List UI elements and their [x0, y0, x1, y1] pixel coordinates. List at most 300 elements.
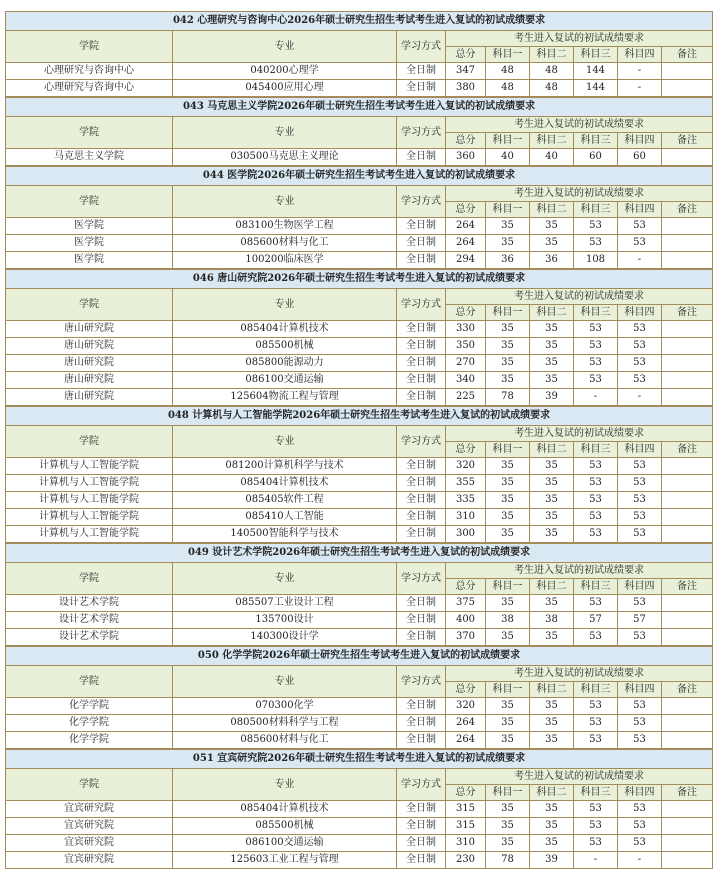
cell-college: 计算机与人工智能学院 [6, 492, 173, 509]
cell-study-mode: 全日制 [397, 852, 446, 869]
header-requirements-group: 考生进入复试的初试成绩要求 [446, 289, 713, 305]
header-remarks: 备注 [662, 133, 713, 149]
header-study-mode: 学习方式 [397, 426, 446, 458]
header-subject4: 科目四 [618, 682, 662, 698]
cell-major: 085800能源动力 [173, 355, 397, 372]
cell-college: 马克思主义学院 [6, 149, 173, 166]
table-row [6, 629, 713, 646]
table-row [6, 458, 713, 475]
table-row [6, 835, 713, 852]
cell-subject2: 39 [530, 389, 574, 406]
cell-total: 355 [446, 475, 486, 492]
cell-subject4: 53 [618, 629, 662, 646]
cell-college: 化学学院 [6, 715, 173, 732]
header-study-mode: 学习方式 [397, 563, 446, 595]
cell-college: 唐山研究院 [6, 321, 173, 338]
cell-subject1: 78 [486, 389, 530, 406]
cell-major: 086100交通运输 [173, 372, 397, 389]
cell-total: 230 [446, 852, 486, 869]
cell-subject3: 53 [574, 835, 618, 852]
cell-major: 081200计算机科学与技术 [173, 458, 397, 475]
cell-major: 085404计算机技术 [173, 801, 397, 818]
header-study-mode: 学习方式 [397, 31, 446, 63]
cell-subject1: 35 [486, 218, 530, 235]
cell-college: 计算机与人工智能学院 [6, 526, 173, 543]
table-row [6, 218, 713, 235]
table-row [6, 235, 713, 252]
cell-college: 设计艺术学院 [6, 612, 173, 629]
header-subject2: 科目二 [530, 682, 574, 698]
cell-subject4: 53 [618, 321, 662, 338]
cell-subject3: 60 [574, 149, 618, 166]
table-row [6, 852, 713, 869]
cell-study-mode: 全日制 [397, 835, 446, 852]
header-remarks: 备注 [662, 682, 713, 698]
cell-subject4: 53 [618, 218, 662, 235]
cell-remarks [662, 372, 713, 389]
header-total: 总分 [446, 202, 486, 218]
header-subject2: 科目二 [530, 202, 574, 218]
cell-subject3: 53 [574, 595, 618, 612]
header-subject2: 科目二 [530, 579, 574, 595]
cell-college: 计算机与人工智能学院 [6, 458, 173, 475]
cell-subject1: 35 [486, 338, 530, 355]
table-row [6, 595, 713, 612]
table-row [6, 715, 713, 732]
cell-subject3: 53 [574, 732, 618, 749]
cell-subject3: 53 [574, 818, 618, 835]
cell-remarks [662, 338, 713, 355]
cell-subject3: 53 [574, 338, 618, 355]
cell-subject4: - [618, 252, 662, 269]
table-row [6, 389, 713, 406]
header-college: 学院 [6, 289, 173, 321]
header-subject2: 科目二 [530, 442, 574, 458]
cell-subject2: 35 [530, 372, 574, 389]
cell-remarks [662, 389, 713, 406]
header-subject3: 科目三 [574, 785, 618, 801]
cell-subject1: 48 [486, 80, 530, 97]
cell-remarks [662, 595, 713, 612]
cell-remarks [662, 80, 713, 97]
cell-major: 070300化学 [173, 698, 397, 715]
cell-subject3: 144 [574, 80, 618, 97]
cell-remarks [662, 252, 713, 269]
header-subject4: 科目四 [618, 579, 662, 595]
cell-major: 085600材料与化工 [173, 732, 397, 749]
header-subject3: 科目三 [574, 579, 618, 595]
cell-total: 264 [446, 218, 486, 235]
section-title: 050 化学学院2026年硕士研究生招生考试考生进入复试的初试成绩要求 [6, 647, 713, 666]
cell-remarks [662, 612, 713, 629]
header-major: 专业 [173, 289, 397, 321]
header-remarks: 备注 [662, 47, 713, 63]
header-subject3: 科目三 [574, 202, 618, 218]
cell-subject3: 53 [574, 475, 618, 492]
cell-college: 宜宾研究院 [6, 852, 173, 869]
cell-subject1: 35 [486, 458, 530, 475]
cell-major: 085600材料与化工 [173, 235, 397, 252]
table-row [6, 63, 713, 80]
cell-subject1: 35 [486, 818, 530, 835]
cell-subject3: 53 [574, 218, 618, 235]
cell-study-mode: 全日制 [397, 526, 446, 543]
section-table [5, 269, 713, 406]
cell-subject4: 53 [618, 595, 662, 612]
header-total: 总分 [446, 579, 486, 595]
header-subject4: 科目四 [618, 47, 662, 63]
cell-subject2: 35 [530, 235, 574, 252]
cell-major: 080500材料科学与工程 [173, 715, 397, 732]
cell-subject2: 35 [530, 475, 574, 492]
table-row [6, 492, 713, 509]
cell-subject1: 35 [486, 526, 530, 543]
cell-subject3: 108 [574, 252, 618, 269]
cell-subject2: 35 [530, 835, 574, 852]
cell-college: 计算机与人工智能学院 [6, 509, 173, 526]
header-college: 学院 [6, 426, 173, 458]
cell-remarks [662, 475, 713, 492]
cell-subject1: 35 [486, 595, 530, 612]
section-title: 044 医学院2026年硕士研究生招生考试考生进入复试的初试成绩要求 [6, 167, 713, 186]
cell-college: 宜宾研究院 [6, 835, 173, 852]
cell-subject2: 48 [530, 80, 574, 97]
cell-subject4: 53 [618, 458, 662, 475]
cell-major: 125604物流工程与管理 [173, 389, 397, 406]
cell-remarks [662, 218, 713, 235]
cell-total: 264 [446, 715, 486, 732]
header-study-mode: 学习方式 [397, 117, 446, 149]
header-subject3: 科目三 [574, 682, 618, 698]
cell-subject2: 35 [530, 629, 574, 646]
section-table [5, 749, 713, 869]
cell-total: 330 [446, 321, 486, 338]
cell-study-mode: 全日制 [397, 355, 446, 372]
cell-remarks [662, 63, 713, 80]
table-row [6, 338, 713, 355]
cell-total: 335 [446, 492, 486, 509]
header-subject1: 科目一 [486, 305, 530, 321]
table-row [6, 252, 713, 269]
table-row [6, 321, 713, 338]
cell-study-mode: 全日制 [397, 252, 446, 269]
cell-study-mode: 全日制 [397, 595, 446, 612]
cell-study-mode: 全日制 [397, 612, 446, 629]
header-requirements-group: 考生进入复试的初试成绩要求 [446, 186, 713, 202]
header-total: 总分 [446, 442, 486, 458]
cell-subject2: 35 [530, 595, 574, 612]
cell-study-mode: 全日制 [397, 715, 446, 732]
cell-study-mode: 全日制 [397, 629, 446, 646]
header-major: 专业 [173, 563, 397, 595]
header-college: 学院 [6, 31, 173, 63]
cell-total: 264 [446, 732, 486, 749]
header-requirements-group: 考生进入复试的初试成绩要求 [446, 31, 713, 47]
cell-subject1: 35 [486, 321, 530, 338]
cell-subject4: 53 [618, 715, 662, 732]
cell-subject3: 53 [574, 526, 618, 543]
header-total: 总分 [446, 785, 486, 801]
cell-subject3: - [574, 852, 618, 869]
cell-remarks [662, 715, 713, 732]
cell-subject2: 35 [530, 218, 574, 235]
header-subject3: 科目三 [574, 442, 618, 458]
cell-subject2: 38 [530, 612, 574, 629]
section-title: 043 马克思主义学院2026年硕士研究生招生考试考生进入复试的初试成绩要求 [6, 98, 713, 117]
cell-study-mode: 全日制 [397, 801, 446, 818]
cell-college: 唐山研究院 [6, 338, 173, 355]
cell-subject3: 53 [574, 372, 618, 389]
cell-subject3: - [574, 389, 618, 406]
cell-subject4: 53 [618, 732, 662, 749]
cell-subject2: 35 [530, 321, 574, 338]
cell-study-mode: 全日制 [397, 372, 446, 389]
cell-remarks [662, 509, 713, 526]
cell-study-mode: 全日制 [397, 235, 446, 252]
cell-remarks [662, 355, 713, 372]
header-subject2: 科目二 [530, 785, 574, 801]
header-subject4: 科目四 [618, 785, 662, 801]
header-total: 总分 [446, 305, 486, 321]
cell-subject2: 35 [530, 509, 574, 526]
cell-study-mode: 全日制 [397, 218, 446, 235]
cell-subject4: 53 [618, 355, 662, 372]
header-total: 总分 [446, 682, 486, 698]
cell-total: 264 [446, 235, 486, 252]
cell-total: 347 [446, 63, 486, 80]
table-row [6, 149, 713, 166]
cell-major: 085410人工智能 [173, 509, 397, 526]
cell-major: 030500马克思主义理论 [173, 149, 397, 166]
header-remarks: 备注 [662, 202, 713, 218]
cell-subject1: 35 [486, 732, 530, 749]
header-total: 总分 [446, 133, 486, 149]
cell-subject4: 53 [618, 235, 662, 252]
cell-study-mode: 全日制 [397, 475, 446, 492]
cell-subject1: 78 [486, 852, 530, 869]
cell-college: 宜宾研究院 [6, 801, 173, 818]
header-requirements-group: 考生进入复试的初试成绩要求 [446, 563, 713, 579]
header-subject2: 科目二 [530, 133, 574, 149]
cell-total: 360 [446, 149, 486, 166]
cell-total: 350 [446, 338, 486, 355]
section-title: 051 宜宾研究院2026年硕士研究生招生考试考生进入复试的初试成绩要求 [6, 750, 713, 769]
cell-college: 设计艺术学院 [6, 595, 173, 612]
cell-total: 310 [446, 835, 486, 852]
cell-college: 医学院 [6, 252, 173, 269]
header-requirements-group: 考生进入复试的初试成绩要求 [446, 426, 713, 442]
section-table [5, 406, 713, 543]
cell-subject4: - [618, 63, 662, 80]
header-subject1: 科目一 [486, 442, 530, 458]
cell-subject4: 53 [618, 801, 662, 818]
header-subject3: 科目三 [574, 133, 618, 149]
header-subject3: 科目三 [574, 305, 618, 321]
cell-subject1: 35 [486, 835, 530, 852]
cell-total: 315 [446, 801, 486, 818]
cell-total: 320 [446, 458, 486, 475]
cell-major: 040200心理学 [173, 63, 397, 80]
cell-college: 心理研究与咨询中心 [6, 63, 173, 80]
cell-subject3: 53 [574, 235, 618, 252]
section-title: 048 计算机与人工智能学院2026年硕士研究生招生考试考生进入复试的初试成绩要求 [6, 407, 713, 426]
header-total: 总分 [446, 47, 486, 63]
cell-study-mode: 全日制 [397, 732, 446, 749]
header-major: 专业 [173, 117, 397, 149]
header-remarks: 备注 [662, 442, 713, 458]
table-row [6, 475, 713, 492]
cell-remarks [662, 321, 713, 338]
header-major: 专业 [173, 426, 397, 458]
cell-subject1: 35 [486, 715, 530, 732]
cell-college: 宜宾研究院 [6, 818, 173, 835]
header-subject1: 科目一 [486, 47, 530, 63]
cell-study-mode: 全日制 [397, 492, 446, 509]
cell-major: 085404计算机技术 [173, 321, 397, 338]
header-subject4: 科目四 [618, 305, 662, 321]
cell-subject1: 35 [486, 492, 530, 509]
table-row [6, 698, 713, 715]
header-major: 专业 [173, 31, 397, 63]
header-remarks: 备注 [662, 785, 713, 801]
cell-remarks [662, 732, 713, 749]
cell-subject3: 53 [574, 801, 618, 818]
cell-subject2: 35 [530, 698, 574, 715]
header-subject4: 科目四 [618, 442, 662, 458]
header-study-mode: 学习方式 [397, 769, 446, 801]
cell-subject3: 53 [574, 492, 618, 509]
cell-total: 225 [446, 389, 486, 406]
header-requirements-group: 考生进入复试的初试成绩要求 [446, 117, 713, 133]
cell-remarks [662, 149, 713, 166]
cell-subject1: 38 [486, 612, 530, 629]
cell-subject3: 57 [574, 612, 618, 629]
cell-subject4: 53 [618, 492, 662, 509]
cell-major: 085405软件工程 [173, 492, 397, 509]
cell-remarks [662, 698, 713, 715]
cell-major: 085507工业设计工程 [173, 595, 397, 612]
cell-total: 380 [446, 80, 486, 97]
cell-subject2: 35 [530, 355, 574, 372]
cell-college: 唐山研究院 [6, 355, 173, 372]
cell-subject1: 48 [486, 63, 530, 80]
header-major: 专业 [173, 769, 397, 801]
cell-total: 400 [446, 612, 486, 629]
cell-major: 135700设计 [173, 612, 397, 629]
cell-college: 唐山研究院 [6, 389, 173, 406]
header-subject1: 科目一 [486, 785, 530, 801]
score-requirements-document [5, 11, 712, 869]
cell-subject3: 53 [574, 629, 618, 646]
cell-college: 唐山研究院 [6, 372, 173, 389]
header-requirements-group: 考生进入复试的初试成绩要求 [446, 666, 713, 682]
cell-major: 085500机械 [173, 818, 397, 835]
cell-study-mode: 全日制 [397, 509, 446, 526]
header-remarks: 备注 [662, 579, 713, 595]
cell-subject4: 53 [618, 818, 662, 835]
table-row [6, 612, 713, 629]
header-subject4: 科目四 [618, 133, 662, 149]
cell-college: 心理研究与咨询中心 [6, 80, 173, 97]
cell-subject2: 35 [530, 458, 574, 475]
cell-subject2: 35 [530, 526, 574, 543]
cell-subject4: 57 [618, 612, 662, 629]
header-study-mode: 学习方式 [397, 289, 446, 321]
cell-subject2: 35 [530, 492, 574, 509]
cell-study-mode: 全日制 [397, 321, 446, 338]
cell-total: 270 [446, 355, 486, 372]
cell-subject4: 53 [618, 698, 662, 715]
cell-subject3: 53 [574, 458, 618, 475]
cell-study-mode: 全日制 [397, 389, 446, 406]
cell-subject1: 35 [486, 475, 530, 492]
header-study-mode: 学习方式 [397, 186, 446, 218]
cell-remarks [662, 818, 713, 835]
cell-subject4: - [618, 852, 662, 869]
header-subject1: 科目一 [486, 133, 530, 149]
cell-remarks [662, 629, 713, 646]
cell-subject1: 35 [486, 698, 530, 715]
cell-total: 370 [446, 629, 486, 646]
cell-major: 125603工业工程与管理 [173, 852, 397, 869]
section-table [5, 543, 713, 646]
header-college: 学院 [6, 563, 173, 595]
cell-subject2: 40 [530, 149, 574, 166]
header-study-mode: 学习方式 [397, 666, 446, 698]
section-title: 049 设计艺术学院2026年硕士研究生招生考试考生进入复试的初试成绩要求 [6, 544, 713, 563]
cell-major: 085500机械 [173, 338, 397, 355]
header-subject4: 科目四 [618, 202, 662, 218]
cell-subject1: 35 [486, 355, 530, 372]
cell-subject1: 35 [486, 235, 530, 252]
cell-subject1: 35 [486, 629, 530, 646]
cell-major: 083100生物医学工程 [173, 218, 397, 235]
header-subject1: 科目一 [486, 202, 530, 218]
cell-study-mode: 全日制 [397, 818, 446, 835]
cell-subject3: 53 [574, 321, 618, 338]
cell-subject1: 35 [486, 372, 530, 389]
table-row [6, 818, 713, 835]
cell-subject4: 53 [618, 475, 662, 492]
cell-major: 140300设计学 [173, 629, 397, 646]
section-title: 046 唐山研究院2026年硕士研究生招生考试考生进入复试的初试成绩要求 [6, 270, 713, 289]
cell-subject4: 60 [618, 149, 662, 166]
cell-major: 140500智能科学与技术 [173, 526, 397, 543]
table-row [6, 801, 713, 818]
table-row [6, 372, 713, 389]
header-college: 学院 [6, 117, 173, 149]
cell-subject2: 35 [530, 818, 574, 835]
cell-subject2: 35 [530, 732, 574, 749]
header-subject1: 科目一 [486, 579, 530, 595]
cell-remarks [662, 526, 713, 543]
cell-subject4: - [618, 80, 662, 97]
cell-subject2: 39 [530, 852, 574, 869]
cell-subject4: 53 [618, 526, 662, 543]
cell-subject4: 53 [618, 338, 662, 355]
header-subject1: 科目一 [486, 682, 530, 698]
header-requirements-group: 考生进入复试的初试成绩要求 [446, 769, 713, 785]
cell-subject2: 35 [530, 715, 574, 732]
section-title: 042 心理研究与咨询中心2026年硕士研究生招生考试考生进入复试的初试成绩要求 [6, 12, 713, 31]
cell-total: 375 [446, 595, 486, 612]
section-table [5, 646, 713, 749]
table-row [6, 355, 713, 372]
cell-college: 设计艺术学院 [6, 629, 173, 646]
cell-subject1: 35 [486, 801, 530, 818]
cell-study-mode: 全日制 [397, 338, 446, 355]
header-subject2: 科目二 [530, 47, 574, 63]
